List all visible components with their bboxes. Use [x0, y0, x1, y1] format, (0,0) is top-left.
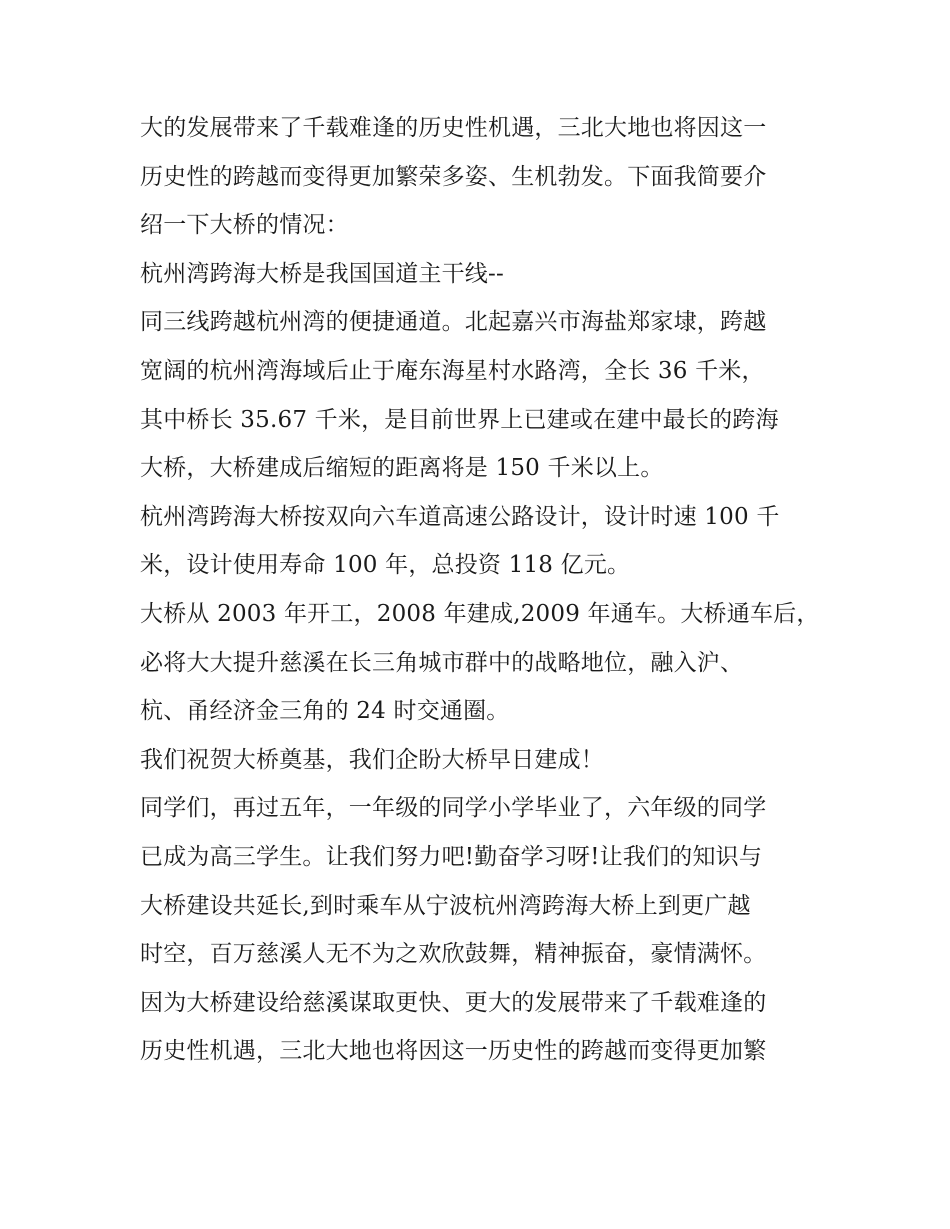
text-line: 大桥从 2003 年开工，2008 年建成,2009 年通车。大桥通车后，: [140, 600, 820, 627]
text-line: 大桥建设共延长,到时乘车从宁波杭州湾跨海大桥上到更广越: [140, 892, 751, 919]
text-line: 时空，百万慈溪人无不为之欢欣鼓舞，精神振奋，豪情满怀。: [140, 941, 767, 968]
text-line: 必将大大提升慈溪在长三角城市群中的战略地位，融入沪、: [140, 649, 744, 676]
text-line: 已成为高三学生。让我们努力吧!勤奋学习呀!让我们的知识与: [140, 843, 763, 870]
text-line: 绍一下大桥的情况：: [140, 212, 349, 239]
text-line: 同学们，再过五年，一年级的同学小学毕业了，六年级的同学: [140, 795, 767, 822]
text-line: 大的发展带来了千载难逢的历史性机遇，三北大地也将因这一: [140, 115, 767, 141]
text-line: 其中桥长 35.67 千米，是目前世界上已建或在建中最长的跨海: [140, 406, 779, 433]
text-line: 米，设计使用寿命 100 年，总投资 118 亿元。: [140, 552, 631, 579]
text-line: 历史性机遇，三北大地也将因这一历史性的跨越而变得更加繁: [140, 1038, 767, 1065]
text-line: 同三线跨越杭州湾的便捷通道。北起嘉兴市海盐郑家埭，跨越: [140, 309, 767, 336]
text-line: 因为大桥建设给慈溪谋取更快、更大的发展带来了千载难逢的: [140, 989, 767, 1016]
text-line: 大桥，大桥建成后缩短的距离将是 150 千米以上。: [140, 455, 664, 482]
text-line: 宽阔的杭州湾海域后止于庵东海星村水路湾，全长 36 千米，: [140, 357, 765, 384]
body-text: [140, 104, 820, 1076]
text-line: 杭、甬经济金三角的 24 时交通圈。: [140, 698, 510, 725]
text-line: 杭州湾跨海大桥按双向六车道高速公路设计，设计时速 100 千: [140, 503, 780, 530]
text-line: 杭州湾跨海大桥是我国国道主干线--: [140, 260, 504, 287]
text-line: 历史性的跨越而变得更加繁荣多姿、生机勃发。下面我简要介: [140, 163, 767, 190]
text-line: 我们祝贺大桥奠基，我们企盼大桥早日建成！: [140, 746, 604, 773]
